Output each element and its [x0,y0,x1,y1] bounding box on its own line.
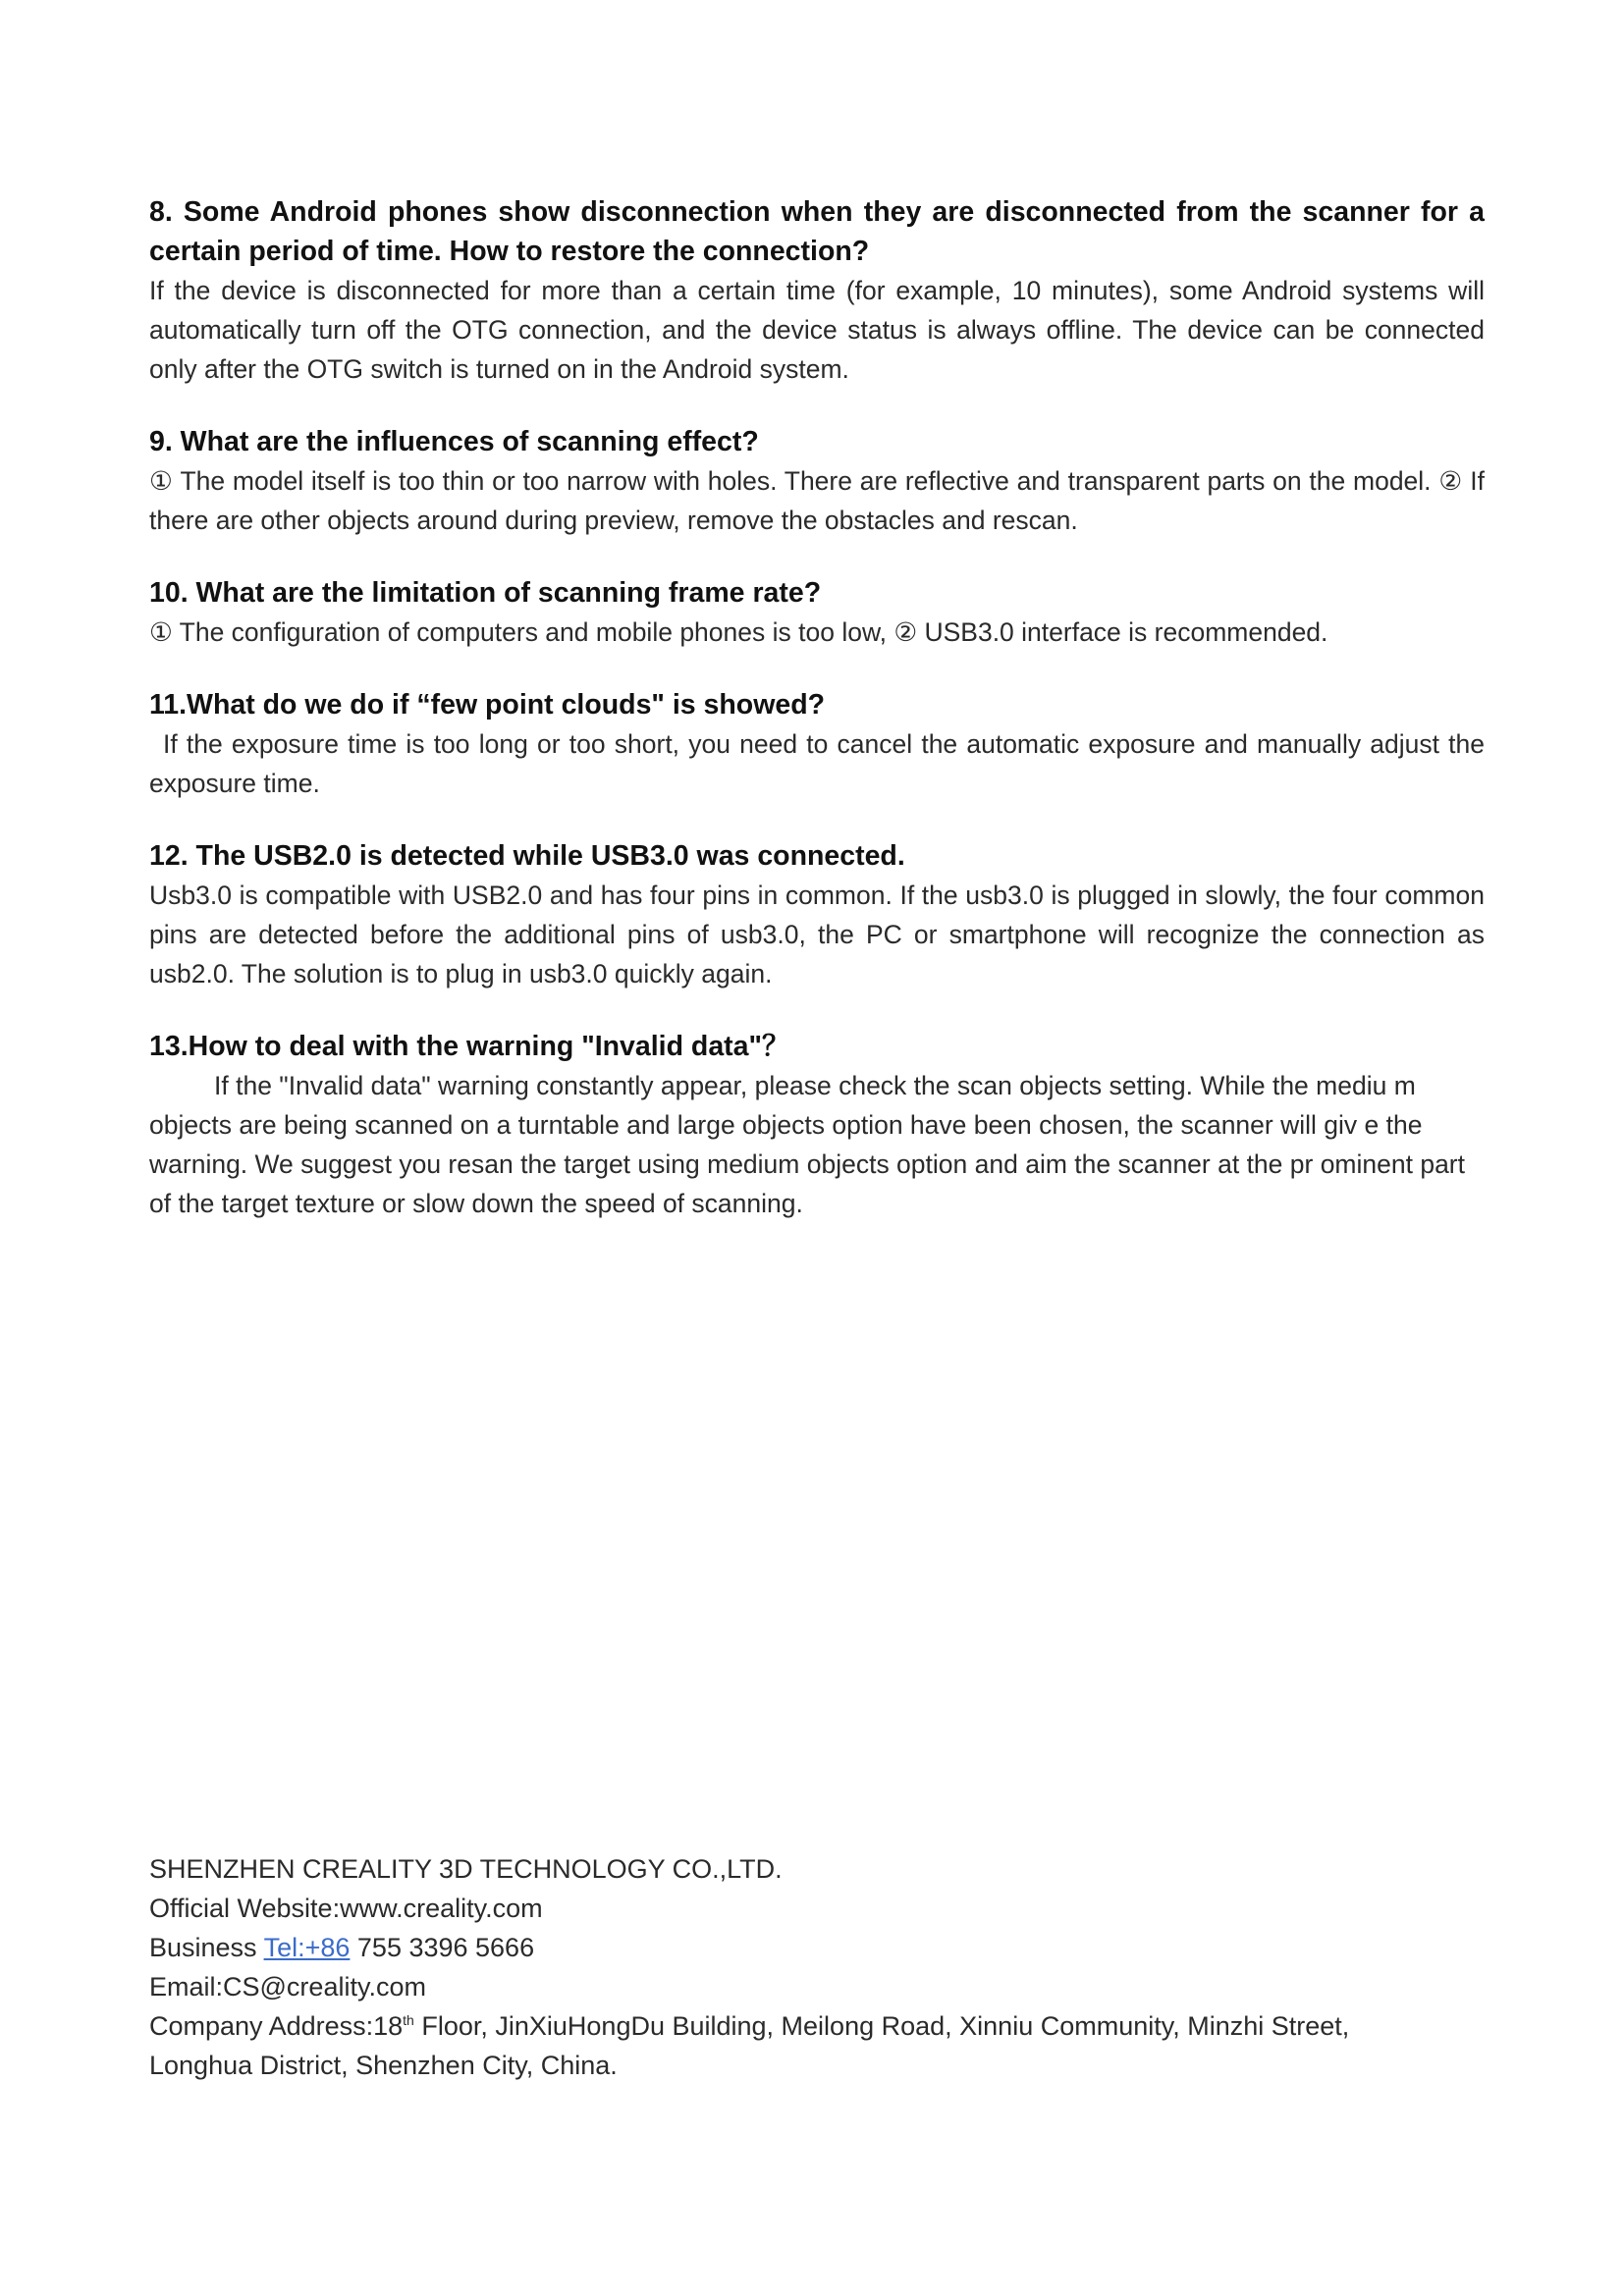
faq-answer: If the exposure time is too long or too short, you need to cancel the automatic exposure and manually adjust the exposure time. [149,729,1485,798]
phone-number: 755 3396 5666 [350,1933,535,1962]
faq-item-12 [149,836,1485,993]
email: Email:CS@creality.com [149,1972,426,2002]
faq-item-8 [149,192,1485,389]
faq-question: 12. The USB2.0 is detected while USB3.0 was connected. [149,840,905,872]
faq-question: 8. Some Android phones show disconnection when they are disconnected from the scanner for a certain period of time. How to restore the connection? [149,196,1485,267]
faq-answer: If the "Invalid data" warning constantly appear, please check the scan objects setting. While the mediu m objects are being scanned on a turntable and large objects option have been chosen, the scanner will giv e the warning. We suggest you resan the target using medium objects option and aim the scanner at the pr ominent part of the target texture or slow down the speed of scanning. [149,1071,1465,1218]
faq-item-10 [149,573,1485,652]
business-phone [149,1928,1504,1967]
business-label: Business [149,1933,264,1962]
tel-link[interactable]: Tel:+86 [263,1933,351,1962]
company-address-line2: Longhua District, Shenzhen City, China. [149,2051,618,2080]
faq-question: 10. What are the limitation of scanning frame rate? [149,577,822,609]
faq-question: 9. What are the influences of scanning effect? [149,426,759,457]
faq-answer: Usb3.0 is compatible with USB2.0 and has four pins in common. If the usb3.0 is plugged in slowly, the four common pins are detected before the additional pins of usb3.0, the PC or smartphone will recognize the connection as usb2.0. The solution is to plug in usb3.0 quickly again. [149,881,1485,988]
faq-item-13 [149,1027,1485,1223]
faq-content [149,192,1485,1256]
company-address: Company Address:18th Floor, JinXiuHongDu Building, Meilong Road, Xinniu Community, Minzhi Street, [149,2011,1350,2041]
official-website: Official Website:www.creality.com [149,1894,543,1923]
faq-answer: ① The model itself is too thin or too narrow with holes. There are reflective and transparent parts on the model. ② If there are other objects around during preview, remove the obstacles and rescan. [149,466,1485,535]
company-footer [149,1849,1504,2085]
faq-answer: If the device is disconnected for more than a certain time (for example, 10 minutes), some Android systems will automatically turn off the OTG connection, and the device status is always offline. The device can be connected only after the OTG switch is turned on in the Android system. [149,276,1485,384]
faq-item-9 [149,422,1485,540]
faq-answer: ① The configuration of computers and mobile phones is too low, ② USB3.0 interface is recommended. [149,617,1328,647]
company-name: SHENZHEN CREALITY 3D TECHNOLOGY CO.,LTD. [149,1854,783,1884]
faq-item-11 [149,685,1485,803]
faq-question: 11.What do we do if “few point clouds" is showed? [149,689,826,721]
faq-question: 13.How to deal with the warning "Invalid data"？ [149,1031,790,1062]
